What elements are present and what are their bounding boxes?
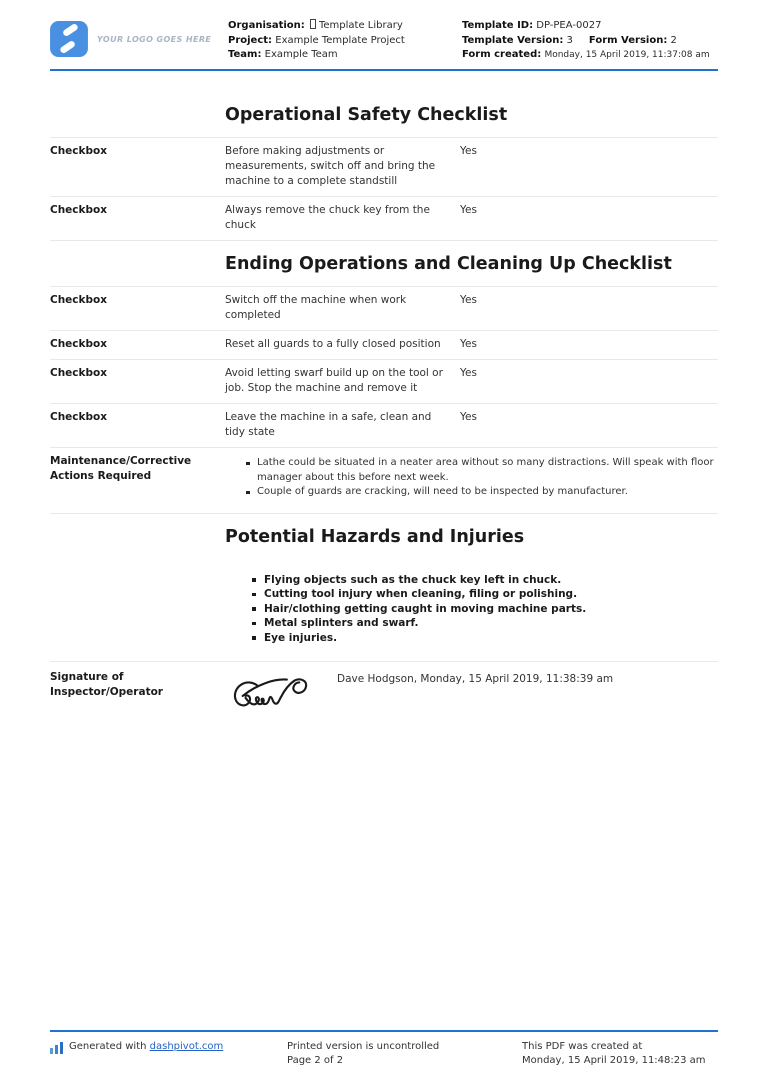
signature-row (50, 661, 718, 726)
row-value: Yes (460, 367, 477, 379)
section-divider (50, 513, 718, 514)
list-item: Flying objects such as the chuck key left in chuck. (252, 573, 718, 588)
template-info (462, 18, 718, 63)
template-version-value: 3 (566, 34, 573, 46)
list-item: Lathe could be situated in a neater area without so many distractions. Will speak with floor manager about this before next week. (245, 456, 718, 485)
row-description: Always remove the chuck key from the chuck (225, 204, 430, 231)
template-id-value: DP-PEA-0027 (536, 20, 602, 31)
section-title-hazards: Potential Hazards and Injuries (225, 526, 525, 547)
row-description: Avoid letting swarf build up on the tool or job. Stop the machine and remove it (225, 367, 443, 394)
table-row (50, 137, 718, 196)
template-id-label: Template ID: (462, 20, 534, 31)
organisation-info (228, 18, 462, 63)
row-description: Reset all guards to a fully closed position (225, 338, 441, 350)
row-label: Checkbox (50, 338, 108, 350)
missing-glyph-icon (310, 19, 316, 29)
company-logo-icon (50, 21, 88, 57)
form-version-value: 2 (670, 34, 677, 46)
row-value: Yes (460, 145, 477, 157)
table-row (50, 196, 718, 240)
row-description: Before making adjustments or measurements, switch off and bring the machine to a complete standstill (225, 145, 436, 187)
row-value: Yes (460, 204, 477, 216)
header-rule (50, 69, 718, 71)
table-row (50, 286, 718, 330)
row-description: Leave the machine in a safe, clean and tidy state (225, 411, 432, 438)
organisation-label: Organisation: (228, 20, 305, 31)
maintenance-actions-row (50, 447, 718, 513)
table-row (50, 330, 718, 359)
row-label: Checkbox (50, 411, 108, 423)
logo-placeholder-text: YOUR LOGO GOES HERE (97, 34, 212, 44)
form-created-line (462, 48, 718, 63)
list-item: Cutting tool injury when cleaning, filing or polishing. (252, 587, 718, 602)
signature-label: Signature of Inspector/Operator (50, 671, 163, 699)
footer-rule (50, 1030, 718, 1032)
project-label: Project: (228, 34, 273, 46)
team-label: Team: (228, 49, 262, 60)
printed-note: Printed version is uncontrolled (287, 1041, 440, 1052)
form-created-label: Form created: (462, 49, 542, 60)
table-row (50, 403, 718, 447)
footer-generated (50, 1040, 287, 1068)
project-line (228, 34, 462, 49)
row-value: Yes (460, 338, 477, 350)
row-value: Yes (460, 411, 477, 423)
list-item: Metal splinters and swarf. (252, 616, 718, 631)
table-row (50, 359, 718, 403)
dashpivot-link[interactable]: dashpivot.com (149, 1041, 224, 1052)
maintenance-actions-list (245, 454, 718, 506)
operational-checklist-table (50, 137, 718, 240)
logo-block (50, 18, 228, 57)
organisation-value: Template Library (318, 20, 403, 31)
project-value: Example Template Project (275, 34, 405, 46)
form-version (589, 35, 677, 46)
template-id-line (462, 19, 718, 34)
document-header (50, 18, 718, 66)
signature-scribble (225, 670, 317, 718)
list-item: Hair/clothing getting caught in moving machine parts. (252, 602, 718, 617)
row-label: Checkbox (50, 294, 108, 306)
organisation-line (228, 19, 462, 34)
template-version-label: Template Version: (462, 34, 564, 46)
form-created-value: Monday, 15 April 2019, 11:37:08 am (544, 50, 710, 60)
row-label: Checkbox (50, 145, 108, 157)
created-line1: This PDF was created at (522, 1041, 643, 1052)
list-item: Couple of guards are cracking, will need to be inspected by manufacturer. (245, 485, 718, 500)
document-footer (50, 1030, 718, 1068)
footer-printed (287, 1040, 522, 1068)
section-title-operational: Operational Safety Checklist (225, 105, 508, 125)
template-version (462, 35, 573, 46)
row-value: Yes (460, 294, 477, 306)
page-number: Page 2 of 2 (287, 1055, 344, 1066)
bar-chart-icon (50, 1041, 63, 1054)
signature-signed-by: Dave Hodgson, Monday, 15 April 2019, 11:38:39 am (337, 673, 614, 686)
row-label: Checkbox (50, 204, 108, 216)
row-label: Checkbox (50, 367, 108, 379)
team-value: Example Team (264, 49, 338, 60)
section-divider (50, 240, 718, 241)
created-line2: Monday, 15 April 2019, 11:48:23 am (522, 1055, 706, 1066)
hazards-list (252, 573, 718, 646)
row-label: Maintenance/Corrective Actions Required (50, 455, 192, 482)
footer-created (522, 1040, 718, 1068)
form-version-label: Form Version: (588, 34, 668, 46)
generated-prefix: Generated with (69, 1041, 147, 1052)
row-description: Switch off the machine when work completed (225, 294, 407, 321)
ending-checklist-table (50, 286, 718, 513)
generated-text (69, 1040, 223, 1054)
section-title-ending: Ending Operations and Cleaning Up Checklist (225, 254, 672, 274)
team-line (228, 48, 462, 63)
versions-line (462, 34, 718, 49)
list-item: Eye injuries. (252, 631, 718, 646)
